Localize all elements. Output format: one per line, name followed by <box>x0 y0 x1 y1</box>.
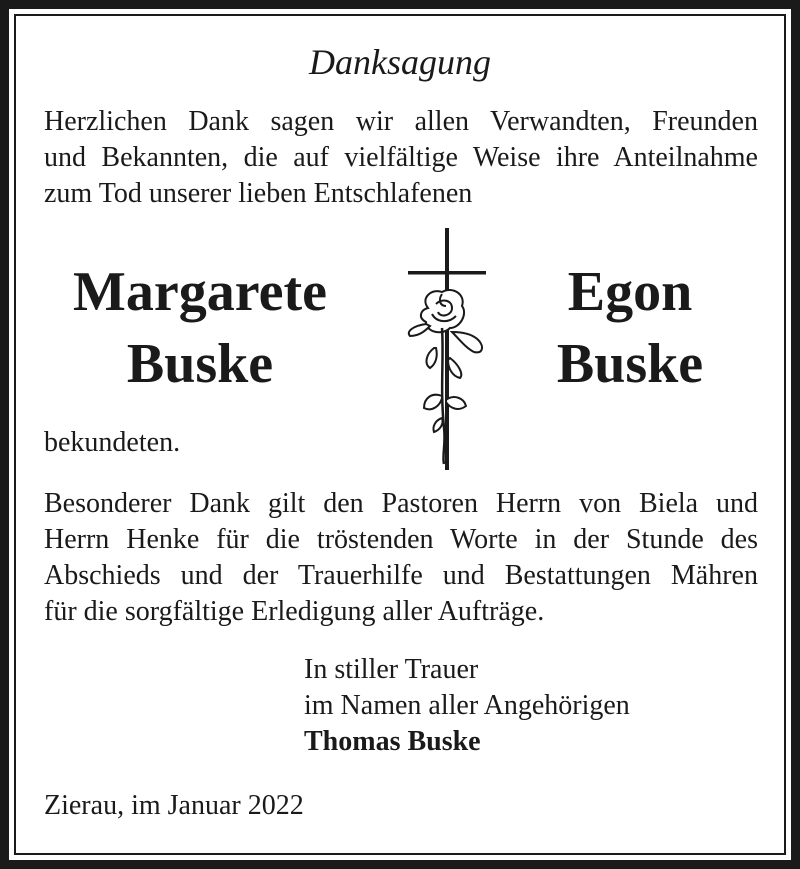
last-name: Buske <box>556 333 704 395</box>
place-date: Zierau, im Januar 2022 <box>44 790 304 821</box>
signature-block <box>304 652 630 760</box>
intro-line: zum Tod unserer lieben Entschlafenen <box>44 178 473 209</box>
thanks-line: Abschieds und der Trauerhilfe und Bestattungen Mähren <box>44 560 758 591</box>
closing-word <box>44 425 758 461</box>
thanks-line: Besonderer Dank gilt den Pastoren Herrn von Biela und <box>44 488 758 519</box>
intro-paragraph <box>44 104 758 212</box>
signature-line: im Namen aller Angehörigen <box>304 690 630 721</box>
signer-name: Thomas Buske <box>304 726 481 757</box>
deceased-name-left <box>40 256 360 400</box>
first-name: Egon <box>567 261 693 323</box>
thanks-line: Herrn Henke für die tröstenden Worte in der Stunde des <box>44 524 758 555</box>
thanks-paragraph <box>44 486 758 630</box>
last-name: Buske <box>126 333 274 395</box>
first-name: Margarete <box>73 261 327 323</box>
intro-line: Herzlichen Dank sagen wir allen Verwandten, Freunden <box>44 106 758 137</box>
thanks-line: für die sorgfältige Erledigung aller Aufträge. <box>44 596 545 627</box>
closing-word-text: bekundeten. <box>44 427 181 458</box>
intro-line: und Bekannten, die auf vielfältige Weise ihre Anteilnahme <box>44 142 758 173</box>
signature-line: In stiller Trauer <box>304 654 479 685</box>
deceased-name-right <box>505 256 755 400</box>
notice-title: Danksagung <box>309 42 491 82</box>
